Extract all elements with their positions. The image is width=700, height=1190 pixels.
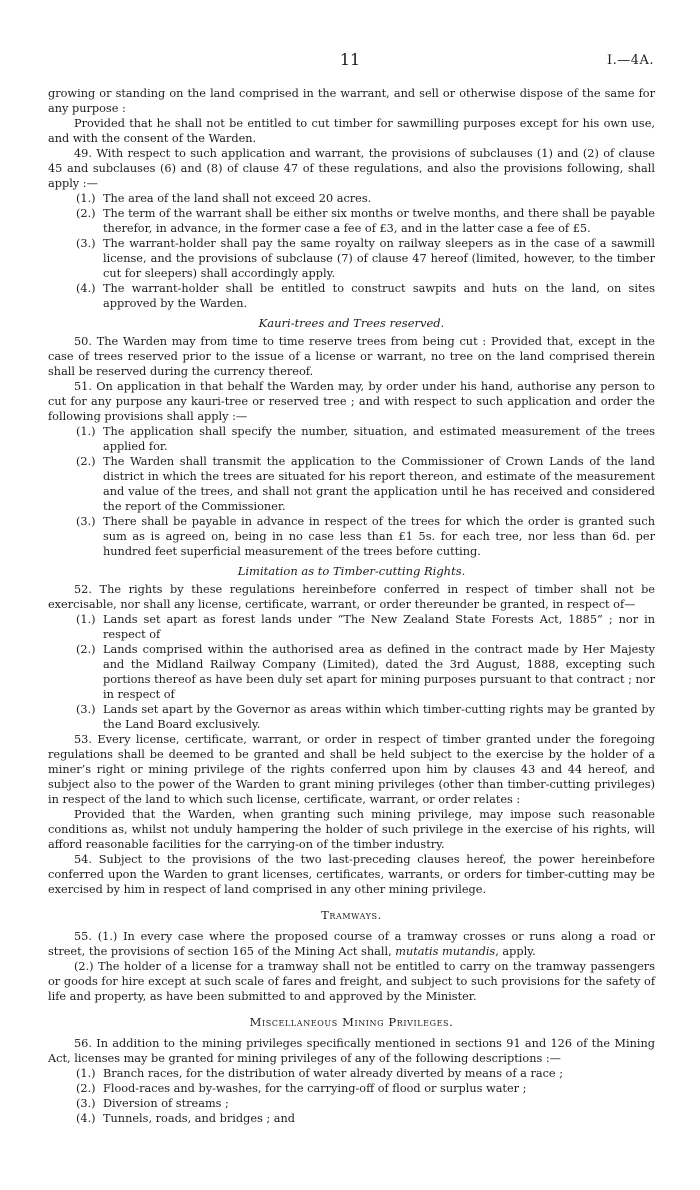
subclause-number: (1.) (76, 1067, 96, 1080)
paragraph-proviso: Provided that he shall not be entitled to cut timber for sawmilling purposes except for his own use, and with the consent of the Warden. (48, 117, 655, 145)
clause-55-end: , apply. (495, 945, 536, 958)
section-heading-kauri-trees: Kauri-trees and Trees reserved. (258, 316, 445, 330)
subclause-text: The warrant-holder shall pay the same royalty on railway sleepers as in the case of a sawmill license, and the provisions of subclause (7) of clause 47 hereof (limited, however, to the timber cut for sleepers) shall accordingly apply. (103, 237, 655, 280)
clause-52: 52. The rights by these regulations hereinbefore conferred in respect of timber shall not be exercisable, nor shall any license, certificate, warrant, or order thereunder be granted, in respect of— (48, 583, 655, 611)
subclause-text: The term of the warrant shall be either six months or twelve months, and there shall be payable therefor, in advance, in the former case a fee of £3, and in the latter case a fee of £5. (103, 207, 655, 235)
subclause-text: Lands comprised within the authorised area as defined in the contract made by Her Majesty and the Midland Railway Company (Limited), dated the 3rd August, 1888, excepting such portions thereof as have been duly set apart for mining purposes pursuant to that contract ; nor in respect of (103, 643, 655, 701)
clause-54: 54. Subject to the provisions of the two last-preceding clauses hereof, the power hereinbefore conferred upon the Warden to grant licenses, certificates, warrants, or orders for timber-cutting may be exercised by him in respect of land comprised in any other mining privilege. (48, 853, 655, 896)
clause-53: 53. Every license, certificate, warrant, or order in respect of timber granted under the foregoing regulations shall be deemed to be granted and shall be held subject to the exercise by the holder of a miner’s right or mining privilege of the rights conferred upon him by clauses 43 and 44 hereof, and subject also to the power of the Warden to grant mining privileges (other than timber-cutting privileges) in respect of the land to which such license, certificate, warrant, or order relates : (48, 733, 655, 806)
clause-51-subclauses (48, 424, 655, 559)
subclause-number: (1.) (76, 192, 96, 205)
subclause (48, 612, 655, 642)
subclause-number: (4.) (76, 282, 96, 295)
subclause-number: (2.) (76, 643, 96, 656)
subclause (48, 1066, 655, 1081)
subclause-number: (3.) (76, 515, 96, 528)
subclause-text: The Warden shall transmit the application to the Commissioner of Crown Lands of the land district in which the trees are situated for his report thereon, and estimate of the measurement and value of the trees, and shall not grant the application until he has received and considered the report of the Commissioner. (103, 455, 655, 513)
subclause-text: Lands set apart as forest lands under “The New Zealand State Forests Act, 1885” ; nor in respect of (103, 613, 655, 641)
section-heading-tramways: Tramways. (321, 908, 382, 922)
subclause (48, 514, 655, 559)
subclause-text: There shall be payable in advance in respect of the trees for which the order is granted such sum as is agreed on, being in no case less than £1 5s. for each tree, nor less than 6d. per hundred feet superficial measurement of the trees before cutting. (103, 515, 655, 558)
subclause (48, 1111, 655, 1126)
subclause-number: (2.) (76, 455, 96, 468)
subclause (48, 1096, 655, 1111)
clause-55-text: 55. (1.) In every case where the proposed course of a tramway crosses or runs along a road or street, the provisions of section 165 of the Mining Act shall, (48, 930, 655, 958)
subclause-text: Branch races, for the distribution of water already diverted by means of a race ; (103, 1067, 563, 1080)
subclause-number: (1.) (76, 613, 96, 626)
subclause (48, 281, 655, 311)
paragraph-proviso: Provided that the Warden, when granting such mining privilege, may impose such reasonable conditions as, whilst not unduly hampering the holder of such privilege in the exercise of his rights, will afford reasonable facilities for the carrying-on of the timber industry. (48, 808, 655, 851)
clause-50: 50. The Warden may from time to time reserve trees from being cut : Provided that, except in the case of trees reserved prior to the issue of a license or warrant, no tree on the land comprised therein shall be reserved during the currency thereof. (48, 335, 655, 378)
subclause-text: The area of the land shall not exceed 20 acres. (103, 192, 372, 205)
subclause-text: The application shall specify the number, situation, and estimated measurement of the trees applied for. (103, 425, 655, 453)
subclause (48, 236, 655, 281)
page-number: 11 (339, 50, 361, 69)
subclause-number: (4.) (76, 1112, 96, 1125)
clause-56: 56. In addition to the mining privileges specifically mentioned in sections 91 and 126 of the Mining Act, licenses may be granted for mining privileges of any of the following descriptions :— (48, 1037, 655, 1065)
subclause-number: (2.) (76, 207, 96, 220)
subclause (48, 702, 655, 732)
subclause (48, 642, 655, 702)
clause-55-latin: mutatis mutandis (395, 945, 496, 958)
clause-52-subclauses (48, 612, 655, 732)
clause-49-subclauses (48, 191, 655, 311)
subclause-text: Lands set apart by the Governor as areas within which timber-cutting rights may be granted by the Land Board exclusively. (103, 703, 655, 731)
subclause-number: (3.) (76, 237, 96, 250)
subclause-number: (3.) (76, 1097, 96, 1110)
subclause-text: The warrant-holder shall be entitled to construct sawpits and huts on the land, on sites approved by the Warden. (103, 282, 655, 310)
clause-55 (48, 929, 655, 959)
subclause (48, 454, 655, 514)
paragraph-intro: growing or standing on the land comprised in the warrant, and sell or otherwise dispose of the same for any purpose : (48, 87, 655, 115)
subclause (48, 191, 655, 206)
subclause-number: (2.) (76, 1082, 96, 1095)
subclause (48, 206, 655, 236)
subclause-number: (3.) (76, 703, 96, 716)
clause-49: 49. With respect to such application and warrant, the provisions of subclauses (1) and (2) of clause 45 and subclauses (6) and (8) of clause 47 of these regulations, and also the provisions following, shall apply :— (48, 147, 655, 190)
section-heading-limitation: Limitation as to Timber-cutting Rights. (237, 564, 466, 578)
subclause (48, 424, 655, 454)
section-heading-misc-privileges: Miscellaneous Mining Privileges. (249, 1015, 454, 1029)
subclause-text: Flood-races and by-washes, for the carrying-off of flood or surplus water ; (103, 1082, 527, 1095)
subclause-number: (1.) (76, 425, 96, 438)
clause-56-subclauses (48, 1066, 655, 1126)
document-body (48, 86, 655, 1126)
subclause-text: Diversion of streams ; (103, 1097, 229, 1110)
subclause (48, 1081, 655, 1096)
clause-51: 51. On application in that behalf the Warden may, by order under his hand, authorise any person to cut for any purpose any kauri-tree or reserved tree ; and with respect to such application and order the following provisions shall apply :— (48, 380, 655, 423)
document-reference: I.—4A. (606, 53, 654, 68)
clause-55-subclause-2: (2.) The holder of a license for a tramway shall not be entitled to carry on the tramway passengers or goods for hire except at such scale of fares and freight, and subject to such provisions for the safety of life and property, as have been submitted to and approved by the Minister. (48, 960, 655, 1003)
subclause-text: Tunnels, roads, and bridges ; and (103, 1112, 296, 1125)
